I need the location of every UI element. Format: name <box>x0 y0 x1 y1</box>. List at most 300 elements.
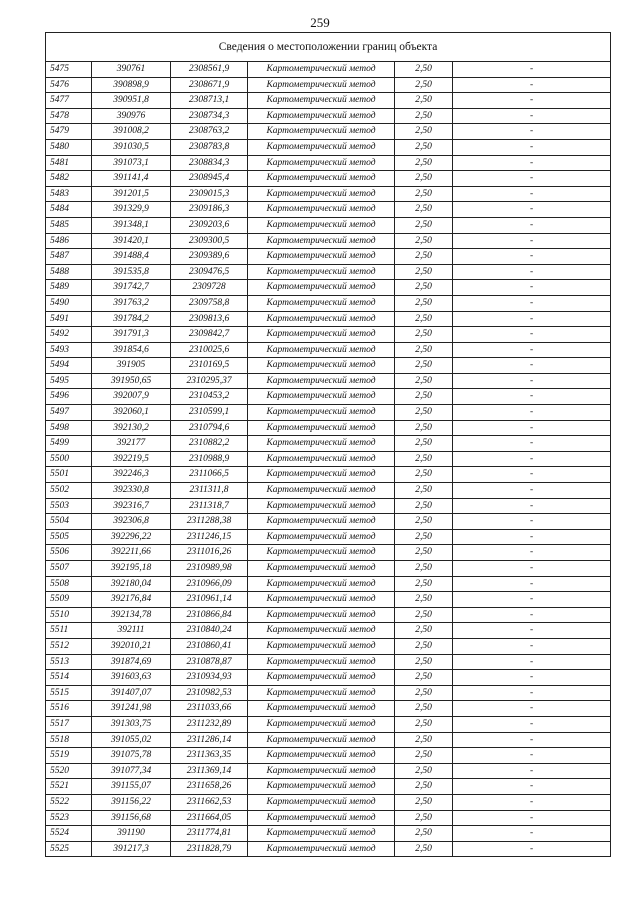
y-coordinate-cell: 2310025,6 <box>171 342 248 358</box>
accuracy-cell: 2,50 <box>395 748 453 764</box>
y-coordinate-cell: 2311318,7 <box>171 498 248 514</box>
point-number-cell: 5507 <box>46 561 92 577</box>
description-cell: - <box>453 389 611 405</box>
description-cell: - <box>453 327 611 343</box>
accuracy-cell: 2,50 <box>395 155 453 171</box>
point-number-cell: 5508 <box>46 576 92 592</box>
point-number-cell: 5519 <box>46 748 92 764</box>
description-cell: - <box>453 498 611 514</box>
table-row <box>46 732 611 748</box>
y-coordinate-cell: 2310453,2 <box>171 389 248 405</box>
x-coordinate-cell: 391407,07 <box>92 685 171 701</box>
accuracy-cell: 2,50 <box>395 233 453 249</box>
table-row <box>46 264 611 280</box>
method-cell: Картометрический метод <box>248 732 395 748</box>
y-coordinate-cell: 2311033,66 <box>171 701 248 717</box>
description-cell: - <box>453 685 611 701</box>
method-cell: Картометрический метод <box>248 545 395 561</box>
method-cell: Картометрический метод <box>248 529 395 545</box>
y-coordinate-cell: 2308671,9 <box>171 77 248 93</box>
method-cell: Картометрический метод <box>248 483 395 499</box>
method-cell: Картометрический метод <box>248 623 395 639</box>
point-number-cell: 5492 <box>46 327 92 343</box>
table-body <box>46 62 611 857</box>
point-number-cell: 5500 <box>46 451 92 467</box>
method-cell: Картометрический метод <box>248 389 395 405</box>
method-cell: Картометрический метод <box>248 327 395 343</box>
point-number-cell: 5502 <box>46 483 92 499</box>
description-cell: - <box>453 373 611 389</box>
accuracy-cell: 2,50 <box>395 327 453 343</box>
accuracy-cell: 2,50 <box>395 62 453 78</box>
table-row <box>46 545 611 561</box>
accuracy-cell: 2,50 <box>395 217 453 233</box>
x-coordinate-cell: 392176,84 <box>92 592 171 608</box>
accuracy-cell: 2,50 <box>395 420 453 436</box>
description-cell: - <box>453 451 611 467</box>
method-cell: Картометрический метод <box>248 93 395 109</box>
table-row <box>46 186 611 202</box>
accuracy-cell: 2,50 <box>395 342 453 358</box>
point-number-cell: 5484 <box>46 202 92 218</box>
y-coordinate-cell: 2310989,98 <box>171 561 248 577</box>
y-coordinate-cell: 2310295,37 <box>171 373 248 389</box>
y-coordinate-cell: 2309389,6 <box>171 249 248 265</box>
accuracy-cell: 2,50 <box>395 108 453 124</box>
point-number-cell: 5476 <box>46 77 92 93</box>
method-cell: Картометрический метод <box>248 358 395 374</box>
accuracy-cell: 2,50 <box>395 841 453 857</box>
x-coordinate-cell: 391156,22 <box>92 794 171 810</box>
table-row <box>46 779 611 795</box>
y-coordinate-cell: 2310982,53 <box>171 685 248 701</box>
method-cell: Картометрический метод <box>248 249 395 265</box>
x-coordinate-cell: 391791,3 <box>92 327 171 343</box>
accuracy-cell: 2,50 <box>395 732 453 748</box>
point-number-cell: 5480 <box>46 139 92 155</box>
table-row <box>46 716 611 732</box>
accuracy-cell: 2,50 <box>395 654 453 670</box>
method-cell: Картометрический метод <box>248 514 395 530</box>
y-coordinate-cell: 2311658,26 <box>171 779 248 795</box>
method-cell: Картометрический метод <box>248 373 395 389</box>
description-cell: - <box>453 716 611 732</box>
table-row <box>46 327 611 343</box>
y-coordinate-cell: 2309813,6 <box>171 311 248 327</box>
table-row <box>46 202 611 218</box>
accuracy-cell: 2,50 <box>395 139 453 155</box>
description-cell: - <box>453 779 611 795</box>
description-cell: - <box>453 139 611 155</box>
accuracy-cell: 2,50 <box>395 451 453 467</box>
description-cell: - <box>453 483 611 499</box>
description-cell: - <box>453 654 611 670</box>
method-cell: Картометрический метод <box>248 451 395 467</box>
table-row <box>46 748 611 764</box>
table-row <box>46 405 611 421</box>
description-cell: - <box>453 155 611 171</box>
x-coordinate-cell: 392330,8 <box>92 483 171 499</box>
accuracy-cell: 2,50 <box>395 436 453 452</box>
method-cell: Картометрический метод <box>248 826 395 842</box>
table-row <box>46 794 611 810</box>
point-number-cell: 5510 <box>46 607 92 623</box>
description-cell: - <box>453 217 611 233</box>
description-cell: - <box>453 529 611 545</box>
point-number-cell: 5496 <box>46 389 92 405</box>
accuracy-cell: 2,50 <box>395 405 453 421</box>
x-coordinate-cell: 392211,66 <box>92 545 171 561</box>
description-cell: - <box>453 841 611 857</box>
accuracy-cell: 2,50 <box>395 701 453 717</box>
accuracy-cell: 2,50 <box>395 202 453 218</box>
table-row <box>46 249 611 265</box>
method-cell: Картометрический метод <box>248 748 395 764</box>
table-row <box>46 763 611 779</box>
y-coordinate-cell: 2311369,14 <box>171 763 248 779</box>
accuracy-cell: 2,50 <box>395 514 453 530</box>
accuracy-cell: 2,50 <box>395 77 453 93</box>
x-coordinate-cell: 392007,9 <box>92 389 171 405</box>
accuracy-cell: 2,50 <box>395 373 453 389</box>
description-cell: - <box>453 436 611 452</box>
method-cell: Картометрический метод <box>248 280 395 296</box>
accuracy-cell: 2,50 <box>395 670 453 686</box>
description-cell: - <box>453 108 611 124</box>
point-number-cell: 5477 <box>46 93 92 109</box>
method-cell: Картометрический метод <box>248 295 395 311</box>
y-coordinate-cell: 2311662,53 <box>171 794 248 810</box>
y-coordinate-cell: 2310961,14 <box>171 592 248 608</box>
point-number-cell: 5481 <box>46 155 92 171</box>
x-coordinate-cell: 391030,5 <box>92 139 171 155</box>
description-cell: - <box>453 607 611 623</box>
description-cell: - <box>453 810 611 826</box>
table-row <box>46 607 611 623</box>
point-number-cell: 5488 <box>46 264 92 280</box>
accuracy-cell: 2,50 <box>395 171 453 187</box>
accuracy-cell: 2,50 <box>395 826 453 842</box>
x-coordinate-cell: 391742,7 <box>92 280 171 296</box>
table-row <box>46 810 611 826</box>
point-number-cell: 5513 <box>46 654 92 670</box>
y-coordinate-cell: 2311066,5 <box>171 467 248 483</box>
y-coordinate-cell: 2311664,05 <box>171 810 248 826</box>
table-row <box>46 638 611 654</box>
table-title: Сведения о местоположении границ объекта <box>46 33 611 62</box>
description-cell: - <box>453 420 611 436</box>
point-number-cell: 5504 <box>46 514 92 530</box>
table-row <box>46 311 611 327</box>
point-number-cell: 5482 <box>46 171 92 187</box>
x-coordinate-cell: 392306,8 <box>92 514 171 530</box>
y-coordinate-cell: 2308561,9 <box>171 62 248 78</box>
y-coordinate-cell: 2311232,89 <box>171 716 248 732</box>
table-row <box>46 389 611 405</box>
y-coordinate-cell: 2310966,09 <box>171 576 248 592</box>
method-cell: Картометрический метод <box>248 186 395 202</box>
x-coordinate-cell: 390761 <box>92 62 171 78</box>
y-coordinate-cell: 2310988,9 <box>171 451 248 467</box>
table-row <box>46 420 611 436</box>
point-number-cell: 5479 <box>46 124 92 140</box>
y-coordinate-cell: 2311363,35 <box>171 748 248 764</box>
table-header-row <box>46 33 611 62</box>
method-cell: Картометрический метод <box>248 638 395 654</box>
y-coordinate-cell: 2308945,4 <box>171 171 248 187</box>
x-coordinate-cell: 391156,68 <box>92 810 171 826</box>
method-cell: Картометрический метод <box>248 716 395 732</box>
y-coordinate-cell: 2308834,3 <box>171 155 248 171</box>
x-coordinate-cell: 391241,98 <box>92 701 171 717</box>
method-cell: Картометрический метод <box>248 592 395 608</box>
x-coordinate-cell: 391073,1 <box>92 155 171 171</box>
point-number-cell: 5525 <box>46 841 92 857</box>
method-cell: Картометрический метод <box>248 467 395 483</box>
x-coordinate-cell: 391784,2 <box>92 311 171 327</box>
y-coordinate-cell: 2308734,3 <box>171 108 248 124</box>
x-coordinate-cell: 391190 <box>92 826 171 842</box>
x-coordinate-cell: 391201,5 <box>92 186 171 202</box>
method-cell: Картометрический метод <box>248 311 395 327</box>
accuracy-cell: 2,50 <box>395 810 453 826</box>
y-coordinate-cell: 2310794,6 <box>171 420 248 436</box>
method-cell: Картометрический метод <box>248 607 395 623</box>
description-cell: - <box>453 592 611 608</box>
point-number-cell: 5493 <box>46 342 92 358</box>
method-cell: Картометрический метод <box>248 779 395 795</box>
y-coordinate-cell: 2310860,41 <box>171 638 248 654</box>
x-coordinate-cell: 392111 <box>92 623 171 639</box>
point-number-cell: 5517 <box>46 716 92 732</box>
table-row <box>46 451 611 467</box>
x-coordinate-cell: 391535,8 <box>92 264 171 280</box>
table-row <box>46 233 611 249</box>
table-row <box>46 217 611 233</box>
method-cell: Картометрический метод <box>248 217 395 233</box>
x-coordinate-cell: 391420,1 <box>92 233 171 249</box>
description-cell: - <box>453 233 611 249</box>
method-cell: Картометрический метод <box>248 561 395 577</box>
point-number-cell: 5518 <box>46 732 92 748</box>
accuracy-cell: 2,50 <box>395 358 453 374</box>
method-cell: Картометрический метод <box>248 498 395 514</box>
x-coordinate-cell: 391217,3 <box>92 841 171 857</box>
point-number-cell: 5505 <box>46 529 92 545</box>
point-number-cell: 5475 <box>46 62 92 78</box>
y-coordinate-cell: 2310169,5 <box>171 358 248 374</box>
description-cell: - <box>453 264 611 280</box>
x-coordinate-cell: 392060,1 <box>92 405 171 421</box>
x-coordinate-cell: 392177 <box>92 436 171 452</box>
x-coordinate-cell: 391854,6 <box>92 342 171 358</box>
method-cell: Картометрический метод <box>248 264 395 280</box>
description-cell: - <box>453 748 611 764</box>
x-coordinate-cell: 392316,7 <box>92 498 171 514</box>
description-cell: - <box>453 358 611 374</box>
method-cell: Картометрический метод <box>248 202 395 218</box>
y-coordinate-cell: 2308783,8 <box>171 139 248 155</box>
point-number-cell: 5495 <box>46 373 92 389</box>
x-coordinate-cell: 391348,1 <box>92 217 171 233</box>
x-coordinate-cell: 391905 <box>92 358 171 374</box>
y-coordinate-cell: 2310878,87 <box>171 654 248 670</box>
y-coordinate-cell: 2311286,14 <box>171 732 248 748</box>
x-coordinate-cell: 392130,2 <box>92 420 171 436</box>
point-number-cell: 5490 <box>46 295 92 311</box>
table-row <box>46 483 611 499</box>
table-row <box>46 529 611 545</box>
table-row <box>46 436 611 452</box>
point-number-cell: 5511 <box>46 623 92 639</box>
table-row <box>46 701 611 717</box>
description-cell: - <box>453 701 611 717</box>
point-number-cell: 5494 <box>46 358 92 374</box>
accuracy-cell: 2,50 <box>395 763 453 779</box>
x-coordinate-cell: 390976 <box>92 108 171 124</box>
point-number-cell: 5499 <box>46 436 92 452</box>
y-coordinate-cell: 2311016,26 <box>171 545 248 561</box>
table-row <box>46 62 611 78</box>
accuracy-cell: 2,50 <box>395 638 453 654</box>
description-cell: - <box>453 561 611 577</box>
point-number-cell: 5515 <box>46 685 92 701</box>
accuracy-cell: 2,50 <box>395 607 453 623</box>
y-coordinate-cell: 2309728 <box>171 280 248 296</box>
accuracy-cell: 2,50 <box>395 529 453 545</box>
table-row <box>46 358 611 374</box>
y-coordinate-cell: 2309203,6 <box>171 217 248 233</box>
table-row <box>46 498 611 514</box>
table-row <box>46 467 611 483</box>
point-number-cell: 5487 <box>46 249 92 265</box>
accuracy-cell: 2,50 <box>395 249 453 265</box>
y-coordinate-cell: 2310882,2 <box>171 436 248 452</box>
description-cell: - <box>453 763 611 779</box>
table-row <box>46 280 611 296</box>
description-cell: - <box>453 545 611 561</box>
x-coordinate-cell: 391303,75 <box>92 716 171 732</box>
point-number-cell: 5497 <box>46 405 92 421</box>
point-number-cell: 5514 <box>46 670 92 686</box>
method-cell: Картометрический метод <box>248 62 395 78</box>
description-cell: - <box>453 280 611 296</box>
y-coordinate-cell: 2310599,1 <box>171 405 248 421</box>
accuracy-cell: 2,50 <box>395 389 453 405</box>
y-coordinate-cell: 2309758,8 <box>171 295 248 311</box>
method-cell: Картометрический метод <box>248 342 395 358</box>
description-cell: - <box>453 93 611 109</box>
method-cell: Картометрический метод <box>248 77 395 93</box>
x-coordinate-cell: 392010,21 <box>92 638 171 654</box>
y-coordinate-cell: 2310866,84 <box>171 607 248 623</box>
table-row <box>46 576 611 592</box>
point-number-cell: 5516 <box>46 701 92 717</box>
method-cell: Картометрический метод <box>248 171 395 187</box>
point-number-cell: 5520 <box>46 763 92 779</box>
point-number-cell: 5489 <box>46 280 92 296</box>
description-cell: - <box>453 62 611 78</box>
description-cell: - <box>453 576 611 592</box>
table-row <box>46 561 611 577</box>
x-coordinate-cell: 392195,18 <box>92 561 171 577</box>
y-coordinate-cell: 2309186,3 <box>171 202 248 218</box>
table-row <box>46 623 611 639</box>
point-number-cell: 5506 <box>46 545 92 561</box>
page-number: 259 <box>310 15 330 30</box>
method-cell: Картометрический метод <box>248 701 395 717</box>
accuracy-cell: 2,50 <box>395 779 453 795</box>
x-coordinate-cell: 391329,9 <box>92 202 171 218</box>
description-cell: - <box>453 202 611 218</box>
description-cell: - <box>453 124 611 140</box>
boundary-table <box>45 32 611 857</box>
accuracy-cell: 2,50 <box>395 467 453 483</box>
table-row <box>46 93 611 109</box>
y-coordinate-cell: 2309300,5 <box>171 233 248 249</box>
table-row <box>46 171 611 187</box>
table-row <box>46 77 611 93</box>
point-number-cell: 5524 <box>46 826 92 842</box>
x-coordinate-cell: 391763,2 <box>92 295 171 311</box>
x-coordinate-cell: 392180,04 <box>92 576 171 592</box>
point-number-cell: 5501 <box>46 467 92 483</box>
y-coordinate-cell: 2311828,79 <box>171 841 248 857</box>
table-row <box>46 592 611 608</box>
y-coordinate-cell: 2309015,3 <box>171 186 248 202</box>
x-coordinate-cell: 392296,22 <box>92 529 171 545</box>
y-coordinate-cell: 2311311,8 <box>171 483 248 499</box>
x-coordinate-cell: 392219,5 <box>92 451 171 467</box>
point-number-cell: 5503 <box>46 498 92 514</box>
description-cell: - <box>453 826 611 842</box>
table-row <box>46 373 611 389</box>
method-cell: Картометрический метод <box>248 108 395 124</box>
description-cell: - <box>453 514 611 530</box>
description-cell: - <box>453 670 611 686</box>
description-cell: - <box>453 77 611 93</box>
table-row <box>46 124 611 140</box>
x-coordinate-cell: 391055,02 <box>92 732 171 748</box>
accuracy-cell: 2,50 <box>395 561 453 577</box>
accuracy-cell: 2,50 <box>395 186 453 202</box>
method-cell: Картометрический метод <box>248 155 395 171</box>
point-number-cell: 5512 <box>46 638 92 654</box>
method-cell: Картометрический метод <box>248 794 395 810</box>
table-row <box>46 514 611 530</box>
x-coordinate-cell: 391603,63 <box>92 670 171 686</box>
point-number-cell: 5509 <box>46 592 92 608</box>
accuracy-cell: 2,50 <box>395 498 453 514</box>
method-cell: Картометрический метод <box>248 139 395 155</box>
description-cell: - <box>453 295 611 311</box>
description-cell: - <box>453 342 611 358</box>
table-row <box>46 342 611 358</box>
accuracy-cell: 2,50 <box>395 93 453 109</box>
table-row <box>46 108 611 124</box>
description-cell: - <box>453 623 611 639</box>
method-cell: Картометрический метод <box>248 763 395 779</box>
point-number-cell: 5478 <box>46 108 92 124</box>
description-cell: - <box>453 249 611 265</box>
method-cell: Картометрический метод <box>248 405 395 421</box>
x-coordinate-cell: 392134,78 <box>92 607 171 623</box>
y-coordinate-cell: 2311246,15 <box>171 529 248 545</box>
method-cell: Картометрический метод <box>248 436 395 452</box>
method-cell: Картометрический метод <box>248 233 395 249</box>
x-coordinate-cell: 391075,78 <box>92 748 171 764</box>
point-number-cell: 5491 <box>46 311 92 327</box>
